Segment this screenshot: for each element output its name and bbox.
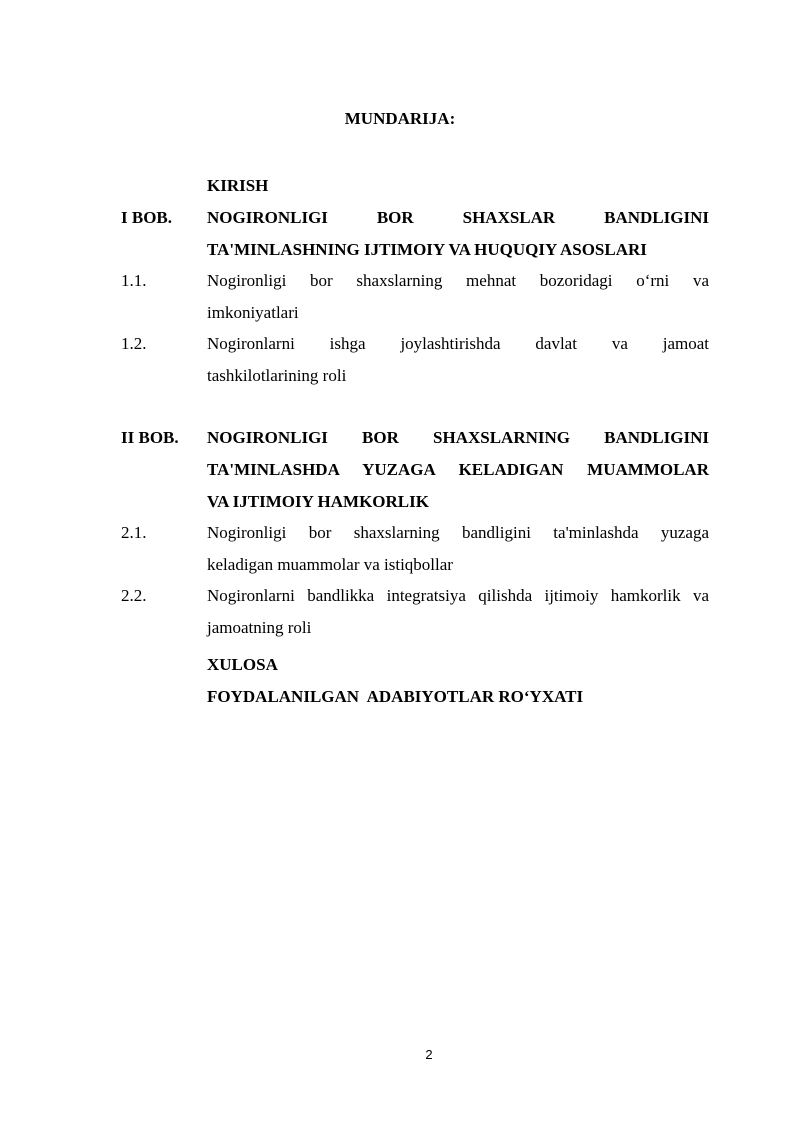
toc-section-1-1-title-line-1: Nogironligi bor shaxslarning mehnat bozoridagi o‘rni va bbox=[207, 271, 709, 290]
toc-section-1-1-title-line-2: imkoniyatlari bbox=[207, 303, 299, 322]
toc-section-2-2-title bbox=[207, 580, 709, 644]
toc-conclusion-label: XULOSA bbox=[207, 655, 278, 674]
toc-section-2-1-title bbox=[207, 517, 709, 581]
toc-section-2-2-number: 2.2. bbox=[121, 586, 147, 605]
toc-chapter-2-number: II BOB. bbox=[121, 428, 179, 447]
toc-chapter-1-number: I BOB. bbox=[121, 208, 173, 227]
toc-references-label: FOYDALANILGAN ADABIYOTLAR RO‘YXATI bbox=[207, 687, 584, 706]
toc-section-1-1-number: 1.1. bbox=[121, 271, 147, 290]
toc-section-1-2-title bbox=[207, 328, 709, 392]
toc-section-1-2-title-line-1: Nogironlarni ishga joylashtirishda davlat va jamoat bbox=[207, 334, 709, 353]
toc-chapter-2-title-line-2: TA'MINLASHDA YUZAGA KELADIGAN MUAMMOLAR bbox=[207, 460, 709, 479]
toc-chapter-1-title-line-2: TA'MINLASHNING IJTIMOIY VA HUQUQIY ASOSLARI bbox=[207, 240, 647, 259]
toc-section-1-2-number: 1.2. bbox=[121, 334, 147, 353]
toc-section-2-1-title-line-2: keladigan muammolar va istiqbollar bbox=[207, 555, 453, 574]
toc-chapter-2-title-line-3: VA IJTIMOIY HAMKORLIK bbox=[207, 492, 429, 511]
toc-section-2-1-title-line-1: Nogironligi bor shaxslarning bandligini ta'minlashda yuzaga bbox=[207, 523, 709, 542]
toc-chapter-2-title-line-1: NOGIRONLIGI BOR SHAXSLARNING BANDLIGINI bbox=[207, 428, 709, 447]
toc-section-1-2-title-line-2: tashkilotlarining roli bbox=[207, 366, 347, 385]
page-number: 2 bbox=[425, 1047, 433, 1062]
toc-chapter-2-title bbox=[207, 422, 709, 518]
toc-section-1-1-title bbox=[207, 265, 709, 329]
page-title: MUNDARIJA: bbox=[344, 109, 456, 128]
toc-section-2-1-number: 2.1. bbox=[121, 523, 147, 542]
toc-section-2-2-title-line-2: jamoatning roli bbox=[207, 618, 312, 637]
toc-chapter-1-title bbox=[207, 202, 709, 266]
toc-section-2-2-title-line-1: Nogironlarni bandlikka integratsiya qilishda ijtimoiy hamkorlik va bbox=[207, 586, 709, 605]
toc-chapter-1-title-line-1: NOGIRONLIGI BOR SHAXSLAR BANDLIGINI bbox=[207, 208, 709, 227]
toc-intro-label: KIRISH bbox=[207, 176, 269, 195]
